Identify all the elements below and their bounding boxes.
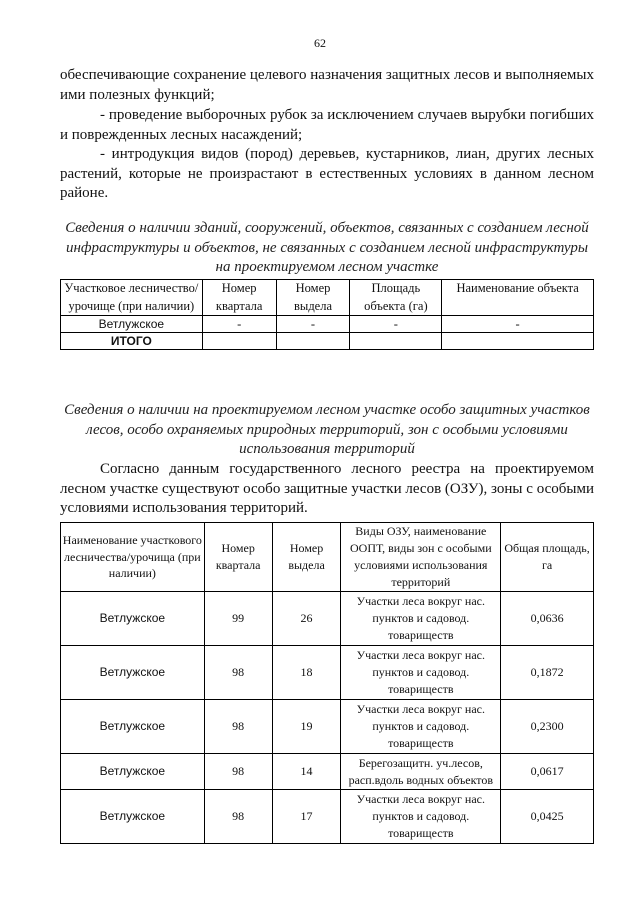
table-cell: -	[350, 316, 442, 333]
table-cell: 99	[204, 592, 272, 646]
table-cell: 98	[204, 646, 272, 700]
table-cell: Ветлужское	[61, 790, 205, 844]
table2-header-cell: Общая площадь, га	[501, 523, 594, 592]
intro-paragraph-1: обеспечивающие сохранение целевого назначения защитных лесов и выполняемых ими полезных функций;	[60, 67, 594, 103]
table-cell: -	[276, 316, 350, 333]
section2-text: Согласно данным государственного лесного реестра на проектируемом лесном участке существуют особо защитные участки лесов (ОЗУ), зоны с особыми условиями использования территорий.	[60, 461, 594, 517]
table1-caption: Сведения о наличии зданий, сооружений, объектов, связанных с созданием лесной инфраструктуры и объектов, не связанных с созданием лесной инфраструктуры на проектируемом лесном участке	[65, 220, 589, 276]
table1-header-row	[61, 280, 594, 316]
table-cell: 17	[272, 790, 341, 844]
table-cell: 18	[272, 646, 341, 700]
table2-header-cell: Виды ОЗУ, наименование ООПТ, виды зон с особыми условиями использования территорий	[341, 523, 501, 592]
table-cell	[350, 333, 442, 350]
table-cell	[202, 333, 276, 350]
table-cell: Участки леса вокруг нас. пунктов и садовод. товариществ	[341, 646, 501, 700]
intro-paragraph-2: - проведение выборочных рубок за исключением случаев вырубки погибших и поврежденных лесных насаждений;	[60, 107, 594, 143]
table-cell: Участки леса вокруг нас. пунктов и садовод. товариществ	[341, 790, 501, 844]
table1-header-cell: Участковое лесничество/ урочище (при наличии)	[61, 280, 203, 316]
table1-header-cell: Наименование объекта	[442, 280, 594, 316]
table-cell: Ветлужское	[61, 316, 203, 333]
table-cell: 98	[204, 700, 272, 754]
table2-header-cell: Наименование участкового лесничества/урочища (при наличии)	[61, 523, 205, 592]
table-cell: 0,0636	[501, 592, 594, 646]
table-cell: 98	[204, 754, 272, 790]
table-cell: Ветлужское	[61, 700, 205, 754]
table-cell: Берегозащитн. уч.лесов, расп.вдоль водных объектов	[341, 754, 501, 790]
protected-areas-table	[60, 522, 594, 844]
table-row	[61, 790, 594, 844]
table-cell: 14	[272, 754, 341, 790]
table1-header-cell: Номер квартала	[202, 280, 276, 316]
table-cell: 0,1872	[501, 646, 594, 700]
table-row	[61, 316, 594, 333]
table-cell: -	[442, 316, 594, 333]
table1-header-cell: Номер выдела	[276, 280, 350, 316]
table-row	[61, 754, 594, 790]
table-row	[61, 700, 594, 754]
table2-header-row	[61, 523, 594, 592]
table-row	[61, 646, 594, 700]
table-cell: 26	[272, 592, 341, 646]
table-cell: Ветлужское	[61, 592, 205, 646]
table-cell: 0,0425	[501, 790, 594, 844]
table2-header-cell: Номер квартала	[204, 523, 272, 592]
table-row	[61, 592, 594, 646]
table-cell: Ветлужское	[61, 754, 205, 790]
page-number: 62	[314, 36, 326, 50]
table-cell: 0,0617	[501, 754, 594, 790]
table1-header-cell: Площадь объекта (га)	[350, 280, 442, 316]
table-cell: 0,2300	[501, 700, 594, 754]
table-cell	[276, 333, 350, 350]
infrastructure-table	[60, 279, 594, 350]
table-cell: -	[202, 316, 276, 333]
section2-caption: Сведения о наличии на проектируемом лесном участке особо защитных участков лесов, особо охраняемых природных территорий, зон с особыми условиями использования территорий	[64, 402, 590, 458]
table-cell	[442, 333, 594, 350]
table-cell: Участки леса вокруг нас. пунктов и садовод. товариществ	[341, 700, 501, 754]
table-cell: 98	[204, 790, 272, 844]
total-label: ИТОГО	[61, 333, 203, 350]
table1-total-row	[61, 333, 594, 350]
table-cell: Участки леса вокруг нас. пунктов и садовод. товариществ	[341, 592, 501, 646]
intro-paragraph-3: - интродукция видов (пород) деревьев, кустарников, лиан, других лесных растений, которые не произрастают в естественных условиях в данном лесном районе.	[60, 146, 594, 202]
table-cell: Ветлужское	[61, 646, 205, 700]
table-cell: 19	[272, 700, 341, 754]
table2-header-cell: Номер выдела	[272, 523, 341, 592]
